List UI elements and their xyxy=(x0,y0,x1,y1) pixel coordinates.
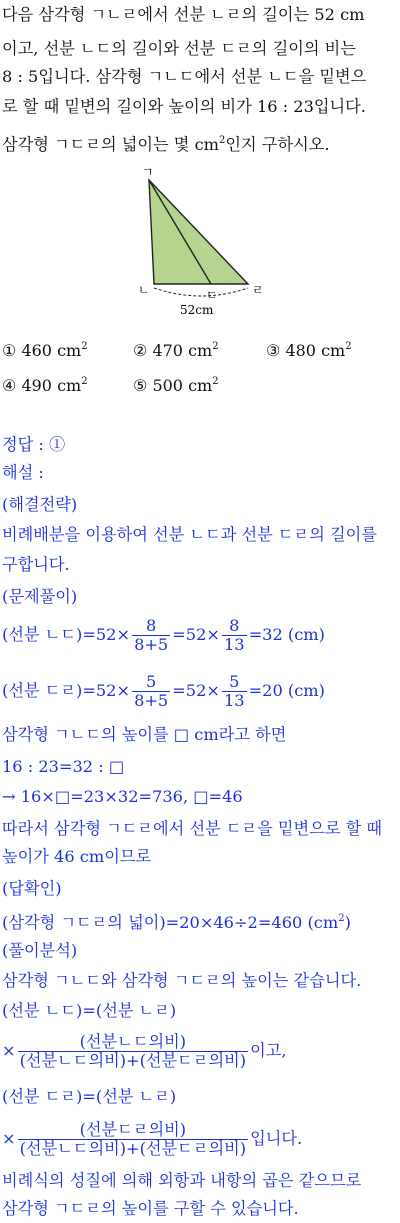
option-3-exponent: 2 xyxy=(345,341,352,352)
answer-label: 정답 : ① xyxy=(2,435,66,454)
equation-1-fraction-a-numerator: 8 xyxy=(145,615,157,635)
problem-line-1: 다음 삼각형 ㄱㄴㄹ에서 선분 ㄴㄹ의 길이는 52 cm xyxy=(2,5,365,24)
strategy-title: (해결전략) xyxy=(2,495,78,514)
formula-1-numerator: (선분ㄴㄷ의비) xyxy=(79,1031,187,1051)
check-title: (답확인) xyxy=(2,879,62,898)
equation-1-fraction-a-denominator: 8+5 xyxy=(134,634,169,654)
equation-2-right: =20 (cm) xyxy=(248,681,325,700)
closing-line-1: 비례식의 성질에 의해 외항과 내항의 곱은 같으므로 xyxy=(2,1171,362,1190)
triangle-figure xyxy=(122,162,282,322)
equation-1-middle: =52× xyxy=(172,625,220,644)
option-4-exponent: 2 xyxy=(81,376,88,387)
check-area-text: (삼각형 ㄱㄷㄹ의 넓이)=20×46÷2=460 (cm xyxy=(2,913,339,932)
equation-1-fraction-b-denominator: 13 xyxy=(223,634,245,654)
ratio-line: 16 : 23=32 : □ xyxy=(2,757,125,776)
conclusion-line-1: 따라서 삼각형 ㄱㄷㄹ에서 선분 ㄷㄹ을 밑변으로 할 때 xyxy=(2,819,383,838)
problem-unit-exponent: 2 xyxy=(219,135,226,146)
calculation-line: → 16×□=23×32=736, □=46 xyxy=(2,787,243,806)
option-2[interactable] xyxy=(133,336,219,362)
equation-1-fraction-b-numerator: 8 xyxy=(229,615,240,635)
formula-2-body xyxy=(2,1116,398,1162)
equation-1-left: (선분 ㄴㄷ)=52× xyxy=(2,625,131,644)
option-3-number: ③ xyxy=(266,341,281,360)
equation-2-fraction-a-denominator: 8+5 xyxy=(134,690,169,710)
triangle-fill xyxy=(149,180,248,284)
option-1-exponent: 2 xyxy=(81,341,88,352)
equation-2-fraction-b-denominator: 13 xyxy=(223,690,245,710)
formula-2-fraction xyxy=(18,1121,248,1158)
strategy-line-1: 비례배분을 이용하여 선분 ㄴㄷ과 선분 ㄷㄹ의 길이를 xyxy=(2,525,377,544)
option-5[interactable] xyxy=(133,371,219,397)
option-1[interactable] xyxy=(2,336,88,362)
problem-line-5-tail: 인지 구하시오. xyxy=(225,135,330,154)
option-4-text: 490 cm xyxy=(21,376,82,395)
equation-segment-dr xyxy=(2,668,398,714)
base-length-label: 52cm xyxy=(180,303,214,317)
equation-2-fraction-a xyxy=(132,673,170,710)
problem-line-4: 로 할 때 밑변의 길이와 높이의 비가 16 : 23입니다. xyxy=(2,97,366,116)
equation-segment-nd xyxy=(2,612,398,658)
base-brace xyxy=(154,288,248,296)
equation-1-right: =32 (cm) xyxy=(248,625,325,644)
option-1-number: ① xyxy=(2,341,17,360)
problem-line-5 xyxy=(2,130,398,156)
strategy-line-2: 구합니다. xyxy=(2,555,70,574)
vertex-label-left: ㄴ xyxy=(138,283,150,297)
check-area-line xyxy=(2,908,398,934)
formula-1-tail: 이고, xyxy=(250,1041,287,1060)
option-3-text: 480 cm xyxy=(285,341,346,360)
analysis-line-1: 삼각형 ㄱㄴㄷ와 삼각형 ㄱㄷㄹ의 높이는 같습니다. xyxy=(2,971,362,990)
option-5-exponent: 2 xyxy=(212,376,219,387)
formula-1-head: (선분 ㄴㄷ)=(선분 ㄴㄹ) xyxy=(2,1001,177,1020)
problem-line-5-text: 삼각형 ㄱㄷㄹ의 넓이는 몇 cm xyxy=(2,135,220,154)
formula-1-times: × xyxy=(2,1041,16,1060)
formula-2-denominator: (선분ㄴㄷ의비)+(선분ㄷㄹ의비) xyxy=(19,1138,247,1158)
formula-1-denominator: (선분ㄴㄷ의비)+(선분ㄷㄹ의비) xyxy=(19,1050,247,1070)
check-area-exponent: 2 xyxy=(338,913,345,924)
option-2-exponent: 2 xyxy=(212,341,219,352)
option-5-text: 500 cm xyxy=(152,376,213,395)
solution-title: (문제풀이) xyxy=(2,587,78,606)
option-5-number: ⑤ xyxy=(133,376,148,395)
equation-2-left: (선분 ㄷㄹ)=52× xyxy=(2,681,131,700)
formula-2-times: × xyxy=(2,1129,16,1148)
conclusion-line-2: 높이가 46 cm이므로 xyxy=(2,847,152,866)
vertex-label-top: ㄱ xyxy=(142,165,154,179)
option-4[interactable] xyxy=(2,371,88,397)
formula-2-numerator: (선분ㄷㄹ의비) xyxy=(79,1119,187,1139)
formula-1-fraction xyxy=(18,1033,248,1070)
formula-2-tail: 입니다. xyxy=(250,1129,303,1148)
equation-2-fraction-b xyxy=(222,673,247,710)
formula-1-body xyxy=(2,1028,398,1074)
option-2-text: 470 cm xyxy=(152,341,213,360)
analysis-title: (풀이분석) xyxy=(2,941,78,960)
closing-line-2: 삼각형 ㄱㄷㄹ의 높이를 구할 수 있습니다. xyxy=(2,1199,299,1218)
explanation-label: 해설 : xyxy=(2,463,44,482)
equation-1-fraction-b xyxy=(222,617,247,654)
option-2-number: ② xyxy=(133,341,148,360)
problem-line-2: 이고, 선분 ㄴㄷ의 길이와 선분 ㄷㄹ의 길이의 비는 xyxy=(2,39,356,58)
formula-2-head: (선분 ㄷㄹ)=(선분 ㄴㄹ) xyxy=(2,1087,177,1106)
option-3[interactable] xyxy=(266,336,352,362)
equation-2-middle: =52× xyxy=(172,681,220,700)
problem-line-3: 8 : 5입니다. 삼각형 ㄱㄴㄷ에서 선분 ㄴㄷ을 밑변으 xyxy=(2,67,367,86)
vertex-label-right: ㄹ xyxy=(252,283,264,297)
equation-1-fraction-a xyxy=(132,617,170,654)
vertex-label-mid: ㄷ xyxy=(206,288,218,302)
equation-2-fraction-a-numerator: 5 xyxy=(145,671,157,691)
height-assumption-line: 삼각형 ㄱㄴㄷ의 높이를 □ cm라고 하면 xyxy=(2,725,287,744)
check-area-close: ) xyxy=(344,913,351,932)
equation-2-fraction-b-numerator: 5 xyxy=(229,671,240,691)
option-4-number: ④ xyxy=(2,376,17,395)
option-1-text: 460 cm xyxy=(21,341,82,360)
